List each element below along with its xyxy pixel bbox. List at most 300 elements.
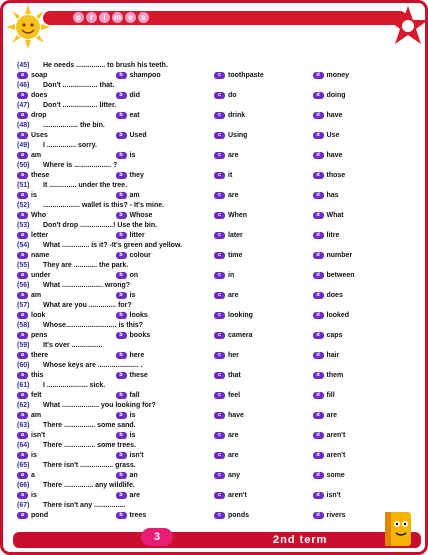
- option-text: aren't: [326, 432, 346, 439]
- answer-option-b[interactable]: [116, 71, 215, 80]
- answer-options: [17, 191, 411, 200]
- option-letter-badge: c: [214, 512, 225, 519]
- option-text: litre: [326, 232, 340, 239]
- answer-option-d[interactable]: [313, 351, 412, 360]
- option-letter-badge: a: [17, 232, 28, 239]
- option-letter-badge: c: [214, 292, 225, 299]
- option-text: are: [129, 492, 141, 499]
- answer-option-a[interactable]: [17, 291, 116, 300]
- option-letter-badge: c: [214, 312, 225, 319]
- question-text: It's over ................: [43, 342, 103, 349]
- option-text: are: [228, 292, 239, 299]
- question-text: There isn't any ................: [43, 502, 126, 509]
- answer-option-d[interactable]: [313, 211, 412, 220]
- answer-option-a[interactable]: [17, 171, 116, 180]
- question-number: (62): [17, 402, 30, 409]
- option-text: these: [31, 172, 50, 179]
- option-letter-badge: b: [116, 272, 127, 279]
- option-text: fill: [326, 392, 335, 399]
- question-text: Whose keys are ..................... .: [43, 362, 143, 369]
- answer-option-d[interactable]: [313, 131, 412, 140]
- option-text: is: [129, 432, 136, 439]
- answer-options: [17, 371, 411, 380]
- answer-option-c[interactable]: [214, 311, 313, 320]
- answer-option-b[interactable]: [116, 271, 215, 280]
- answer-option-b[interactable]: [116, 391, 215, 400]
- answer-option-b[interactable]: [116, 491, 215, 500]
- answer-option-b[interactable]: [116, 411, 215, 420]
- brand-letter: m: [113, 13, 122, 22]
- answer-options: [17, 251, 411, 260]
- question-row: [17, 261, 411, 270]
- answer-option-c[interactable]: [214, 251, 313, 260]
- option-letter-badge: d: [313, 472, 324, 479]
- option-letter-badge: b: [116, 332, 127, 339]
- answer-options: [17, 231, 411, 240]
- option-letter-badge: b: [116, 512, 127, 519]
- option-text: books: [129, 332, 151, 339]
- answer-options: [17, 211, 411, 220]
- answer-option-d[interactable]: [313, 231, 412, 240]
- answer-option-d[interactable]: [313, 291, 412, 300]
- question-number: (63): [17, 422, 30, 429]
- option-text: Who: [31, 212, 47, 219]
- option-text: isn't: [326, 492, 341, 499]
- option-text: this: [31, 372, 44, 379]
- option-letter-badge: d: [313, 152, 324, 159]
- option-letter-badge: b: [116, 112, 127, 119]
- option-letter-badge: b: [116, 132, 127, 139]
- brand-letter: r: [86, 12, 97, 23]
- answer-option-b[interactable]: [116, 451, 215, 460]
- answer-option-c[interactable]: [214, 191, 313, 200]
- answer-option-d[interactable]: [313, 371, 412, 380]
- question-text: Don't drop .................! Use the bin.: [43, 222, 158, 229]
- option-letter-badge: a: [17, 172, 28, 179]
- answer-options: [17, 471, 411, 480]
- option-text: between: [326, 272, 355, 279]
- option-letter-badge: c: [214, 112, 225, 119]
- option-text: have: [326, 152, 343, 159]
- question-text: Whose.......................... is this?: [43, 322, 143, 329]
- answer-option-c[interactable]: [214, 211, 313, 220]
- questions-list: [17, 61, 411, 521]
- question-number: (56): [17, 282, 30, 289]
- option-letter-badge: c: [214, 432, 225, 439]
- option-text: rivers: [326, 512, 346, 519]
- header: [3, 3, 428, 59]
- question-number: (50): [17, 162, 30, 169]
- option-text: these: [129, 372, 148, 379]
- option-letter-badge: c: [214, 392, 225, 399]
- option-letter-badge: a: [17, 252, 28, 259]
- question-text: There ................ some trees.: [43, 442, 136, 449]
- option-text: camera: [228, 332, 253, 339]
- option-text: some: [326, 472, 345, 479]
- answer-option-b[interactable]: [116, 231, 215, 240]
- answer-option-a[interactable]: [17, 271, 116, 280]
- answer-option-d[interactable]: [313, 431, 412, 440]
- question-row: [17, 421, 411, 430]
- question-number: (55): [17, 262, 30, 269]
- answer-option-a[interactable]: [17, 451, 116, 460]
- option-text: that: [228, 372, 241, 379]
- option-letter-badge: d: [313, 312, 324, 319]
- answer-option-a[interactable]: [17, 391, 116, 400]
- answer-option-d[interactable]: [313, 171, 412, 180]
- option-text: her: [228, 352, 239, 359]
- option-letter-badge: c: [214, 152, 225, 159]
- option-text: aren't: [326, 452, 346, 459]
- option-letter-badge: c: [214, 192, 225, 199]
- question-row: [17, 61, 411, 70]
- answer-options: [17, 131, 411, 140]
- answer-option-b[interactable]: [116, 171, 215, 180]
- question-row: [17, 121, 411, 130]
- option-letter-badge: d: [313, 512, 324, 519]
- question-text: Don't .................. litter.: [43, 102, 117, 109]
- option-letter-badge: a: [17, 72, 28, 79]
- question-text: Don't .................. that.: [43, 82, 115, 89]
- option-text: isn't: [31, 432, 46, 439]
- option-letter-badge: a: [17, 212, 28, 219]
- answer-options: [17, 71, 411, 80]
- answer-option-b[interactable]: [116, 111, 215, 120]
- option-letter-badge: a: [17, 432, 28, 439]
- option-letter-badge: d: [313, 392, 324, 399]
- question-number: (45): [17, 62, 30, 69]
- option-letter-badge: d: [313, 232, 324, 239]
- answer-option-a[interactable]: [17, 251, 116, 260]
- answer-option-c[interactable]: [214, 511, 313, 520]
- option-text: does: [326, 292, 343, 299]
- option-text: isn't: [129, 452, 144, 459]
- answer-option-a[interactable]: [17, 151, 116, 160]
- option-letter-badge: b: [116, 392, 127, 399]
- option-letter-badge: a: [17, 192, 28, 199]
- answer-option-a[interactable]: [17, 371, 116, 380]
- option-text: money: [326, 72, 350, 79]
- answer-option-c[interactable]: [214, 271, 313, 280]
- option-text: are: [228, 152, 239, 159]
- option-text: here: [129, 352, 145, 359]
- question-number: (52): [17, 202, 30, 209]
- answer-option-c[interactable]: [214, 131, 313, 140]
- question-row: [17, 461, 411, 470]
- option-letter-badge: c: [214, 132, 225, 139]
- answer-option-d[interactable]: [313, 151, 412, 160]
- answer-option-b[interactable]: [116, 151, 215, 160]
- answer-options: [17, 451, 411, 460]
- answer-option-a[interactable]: [17, 431, 116, 440]
- option-letter-badge: c: [214, 272, 225, 279]
- option-letter-badge: b: [116, 252, 127, 259]
- brand-letter: i: [99, 12, 110, 23]
- answer-option-c[interactable]: [214, 431, 313, 440]
- option-text: have: [326, 112, 343, 119]
- term-label: 2nd term: [273, 534, 328, 546]
- option-letter-badge: a: [17, 392, 28, 399]
- answer-option-c[interactable]: [214, 331, 313, 340]
- option-letter-badge: b: [116, 452, 127, 459]
- option-letter-badge: c: [214, 252, 225, 259]
- option-text: is: [129, 152, 136, 159]
- answer-option-d[interactable]: [313, 491, 412, 500]
- option-letter-badge: c: [214, 472, 225, 479]
- option-letter-badge: d: [313, 132, 324, 139]
- answer-option-c[interactable]: [214, 151, 313, 160]
- answer-option-d[interactable]: [313, 91, 412, 100]
- option-letter-badge: c: [214, 492, 225, 499]
- option-text: eat: [129, 112, 140, 119]
- option-letter-badge: b: [116, 292, 127, 299]
- option-text: a: [31, 472, 35, 479]
- option-text: trees: [129, 512, 147, 519]
- option-text: them: [326, 372, 344, 379]
- option-letter-badge: b: [116, 312, 127, 319]
- question-number: (51): [17, 182, 30, 189]
- option-letter-badge: a: [17, 452, 28, 459]
- question-row: [17, 441, 411, 450]
- answer-option-b[interactable]: [116, 211, 215, 220]
- option-text: do: [228, 92, 237, 99]
- answer-option-c[interactable]: [214, 371, 313, 380]
- option-letter-badge: d: [313, 492, 324, 499]
- option-text: shampoo: [129, 72, 161, 79]
- question-text: What .............. is it? -It's green and yellow.: [43, 242, 183, 249]
- option-text: later: [228, 232, 243, 239]
- option-letter-badge: b: [116, 412, 127, 419]
- answer-option-c[interactable]: [214, 71, 313, 80]
- option-text: pond: [31, 512, 49, 519]
- option-letter-badge: c: [214, 452, 225, 459]
- option-text: aren't: [228, 492, 247, 499]
- answer-option-c[interactable]: [214, 171, 313, 180]
- brand-logo: [73, 12, 149, 23]
- option-letter-badge: a: [17, 472, 28, 479]
- answer-option-b[interactable]: [116, 291, 215, 300]
- option-text: look: [31, 312, 46, 319]
- option-text: are: [326, 412, 338, 419]
- option-letter-badge: a: [17, 492, 28, 499]
- option-letter-badge: c: [214, 352, 225, 359]
- brand-letter: p: [73, 12, 84, 23]
- page-number: 3: [141, 528, 173, 546]
- option-text: number: [326, 252, 353, 259]
- answer-options: [17, 511, 411, 520]
- answer-option-b[interactable]: [116, 351, 215, 360]
- answer-option-a[interactable]: [17, 351, 116, 360]
- answer-option-c[interactable]: [214, 491, 313, 500]
- question-text: It .............. under the tree.: [43, 182, 128, 189]
- answer-option-c[interactable]: [214, 231, 313, 240]
- answer-option-d[interactable]: [313, 111, 412, 120]
- answer-options: [17, 391, 411, 400]
- answer-option-a[interactable]: [17, 331, 116, 340]
- option-letter-badge: b: [116, 432, 127, 439]
- option-letter-badge: a: [17, 92, 28, 99]
- option-letter-badge: d: [313, 172, 324, 179]
- answer-option-c[interactable]: [214, 391, 313, 400]
- option-letter-badge: c: [214, 72, 225, 79]
- option-text: is: [129, 292, 136, 299]
- option-letter-badge: b: [116, 212, 127, 219]
- answer-option-d[interactable]: [313, 271, 412, 280]
- answer-option-d[interactable]: [313, 191, 412, 200]
- question-row: [17, 381, 411, 390]
- option-letter-badge: c: [214, 332, 225, 339]
- question-row: [17, 361, 411, 370]
- option-letter-badge: a: [17, 292, 28, 299]
- answer-option-b[interactable]: [116, 511, 215, 520]
- answer-option-a[interactable]: [17, 311, 116, 320]
- question-number: (67): [17, 502, 30, 509]
- option-text: looked: [326, 312, 350, 319]
- option-text: pens: [31, 332, 48, 339]
- sun-icon: [6, 5, 50, 49]
- option-text: is: [31, 452, 37, 459]
- answer-option-d[interactable]: [313, 471, 412, 480]
- option-letter-badge: b: [116, 492, 127, 499]
- answer-option-d[interactable]: [313, 311, 412, 320]
- option-letter-badge: b: [116, 472, 127, 479]
- option-letter-badge: c: [214, 412, 225, 419]
- answer-option-a[interactable]: [17, 191, 116, 200]
- option-letter-badge: c: [214, 232, 225, 239]
- question-number: (46): [17, 82, 30, 89]
- brand-letter: e: [125, 12, 136, 23]
- answer-option-b[interactable]: [116, 91, 215, 100]
- answer-option-c[interactable]: [214, 111, 313, 120]
- answer-option-c[interactable]: [214, 411, 313, 420]
- option-text: have: [228, 412, 244, 419]
- answer-option-b[interactable]: [116, 431, 215, 440]
- answer-option-a[interactable]: [17, 91, 116, 100]
- answer-options: [17, 311, 411, 320]
- answer-option-a[interactable]: [17, 71, 116, 80]
- option-text: Whose: [129, 212, 153, 219]
- question-number: (66): [17, 482, 30, 489]
- option-text: Used: [129, 132, 147, 139]
- option-letter-badge: d: [313, 92, 324, 99]
- option-text: are: [228, 452, 239, 459]
- option-letter-badge: d: [313, 272, 324, 279]
- option-text: they: [129, 172, 144, 179]
- question-row: [17, 481, 411, 490]
- answer-option-b[interactable]: [116, 471, 215, 480]
- question-text: Where is ................... ?: [43, 162, 118, 169]
- question-text: They are ............ the park.: [43, 262, 129, 269]
- question-row: [17, 241, 411, 250]
- brand-letter: s: [138, 12, 149, 23]
- answer-option-b[interactable]: [116, 131, 215, 140]
- answer-option-c[interactable]: [214, 291, 313, 300]
- option-text: soap: [31, 72, 48, 79]
- answer-options: [17, 91, 411, 100]
- option-text: doing: [326, 92, 346, 99]
- option-letter-badge: b: [116, 192, 127, 199]
- question-text: ................... wallet is this? - It's mine.: [43, 202, 165, 209]
- option-letter-badge: b: [116, 172, 127, 179]
- option-text: caps: [326, 332, 343, 339]
- question-row: [17, 281, 411, 290]
- book-mascot-icon: [379, 506, 419, 550]
- answer-option-a[interactable]: [17, 491, 116, 500]
- answer-option-a[interactable]: [17, 231, 116, 240]
- answer-option-b[interactable]: [116, 191, 215, 200]
- option-letter-badge: d: [313, 292, 324, 299]
- option-text: Using: [228, 132, 248, 139]
- option-letter-badge: c: [214, 372, 225, 379]
- answer-options: [17, 431, 411, 440]
- footer-bar: [13, 532, 421, 548]
- option-letter-badge: b: [116, 152, 127, 159]
- option-text: fall: [129, 392, 140, 399]
- answer-option-c[interactable]: [214, 351, 313, 360]
- option-text: does: [31, 92, 48, 99]
- answer-option-a[interactable]: [17, 411, 116, 420]
- question-number: (47): [17, 102, 30, 109]
- option-text: When: [228, 212, 248, 219]
- answer-option-c[interactable]: [214, 471, 313, 480]
- answer-option-a[interactable]: [17, 471, 116, 480]
- answer-option-b[interactable]: [116, 311, 215, 320]
- answer-option-c[interactable]: [214, 91, 313, 100]
- answer-option-d[interactable]: [313, 411, 412, 420]
- answer-option-b[interactable]: [116, 331, 215, 340]
- question-row: [17, 181, 411, 190]
- option-letter-badge: a: [17, 112, 28, 119]
- answer-option-a[interactable]: [17, 111, 116, 120]
- option-text: it: [228, 172, 233, 179]
- option-text: is: [129, 412, 136, 419]
- option-letter-badge: d: [313, 332, 324, 339]
- answer-option-a[interactable]: [17, 131, 116, 140]
- option-text: toothpaste: [228, 72, 264, 79]
- question-row: [17, 401, 411, 410]
- question-row: [17, 201, 411, 210]
- option-text: drop: [31, 112, 47, 119]
- option-text: are: [228, 432, 239, 439]
- question-row: [17, 321, 411, 330]
- option-letter-badge: d: [313, 452, 324, 459]
- option-letter-badge: c: [214, 212, 225, 219]
- answer-option-d[interactable]: [313, 391, 412, 400]
- option-letter-badge: a: [17, 272, 28, 279]
- answer-option-d[interactable]: [313, 451, 412, 460]
- question-number: (60): [17, 362, 30, 369]
- answer-option-c[interactable]: [214, 451, 313, 460]
- option-text: under: [31, 272, 51, 279]
- answer-option-d[interactable]: [313, 331, 412, 340]
- answer-option-d[interactable]: [313, 71, 412, 80]
- option-text: has: [326, 192, 339, 199]
- answer-option-d[interactable]: [313, 251, 412, 260]
- answer-options: [17, 271, 411, 280]
- question-number: (49): [17, 142, 30, 149]
- option-text: felt: [31, 392, 42, 399]
- question-text: I ..................... sick.: [43, 382, 106, 389]
- option-letter-badge: a: [17, 132, 28, 139]
- answer-option-b[interactable]: [116, 251, 215, 260]
- answer-option-a[interactable]: [17, 211, 116, 220]
- answer-option-b[interactable]: [116, 371, 215, 380]
- option-letter-badge: b: [116, 352, 127, 359]
- answer-options: [17, 111, 411, 120]
- answer-option-a[interactable]: [17, 511, 116, 520]
- question-row: [17, 101, 411, 110]
- option-letter-badge: d: [313, 72, 324, 79]
